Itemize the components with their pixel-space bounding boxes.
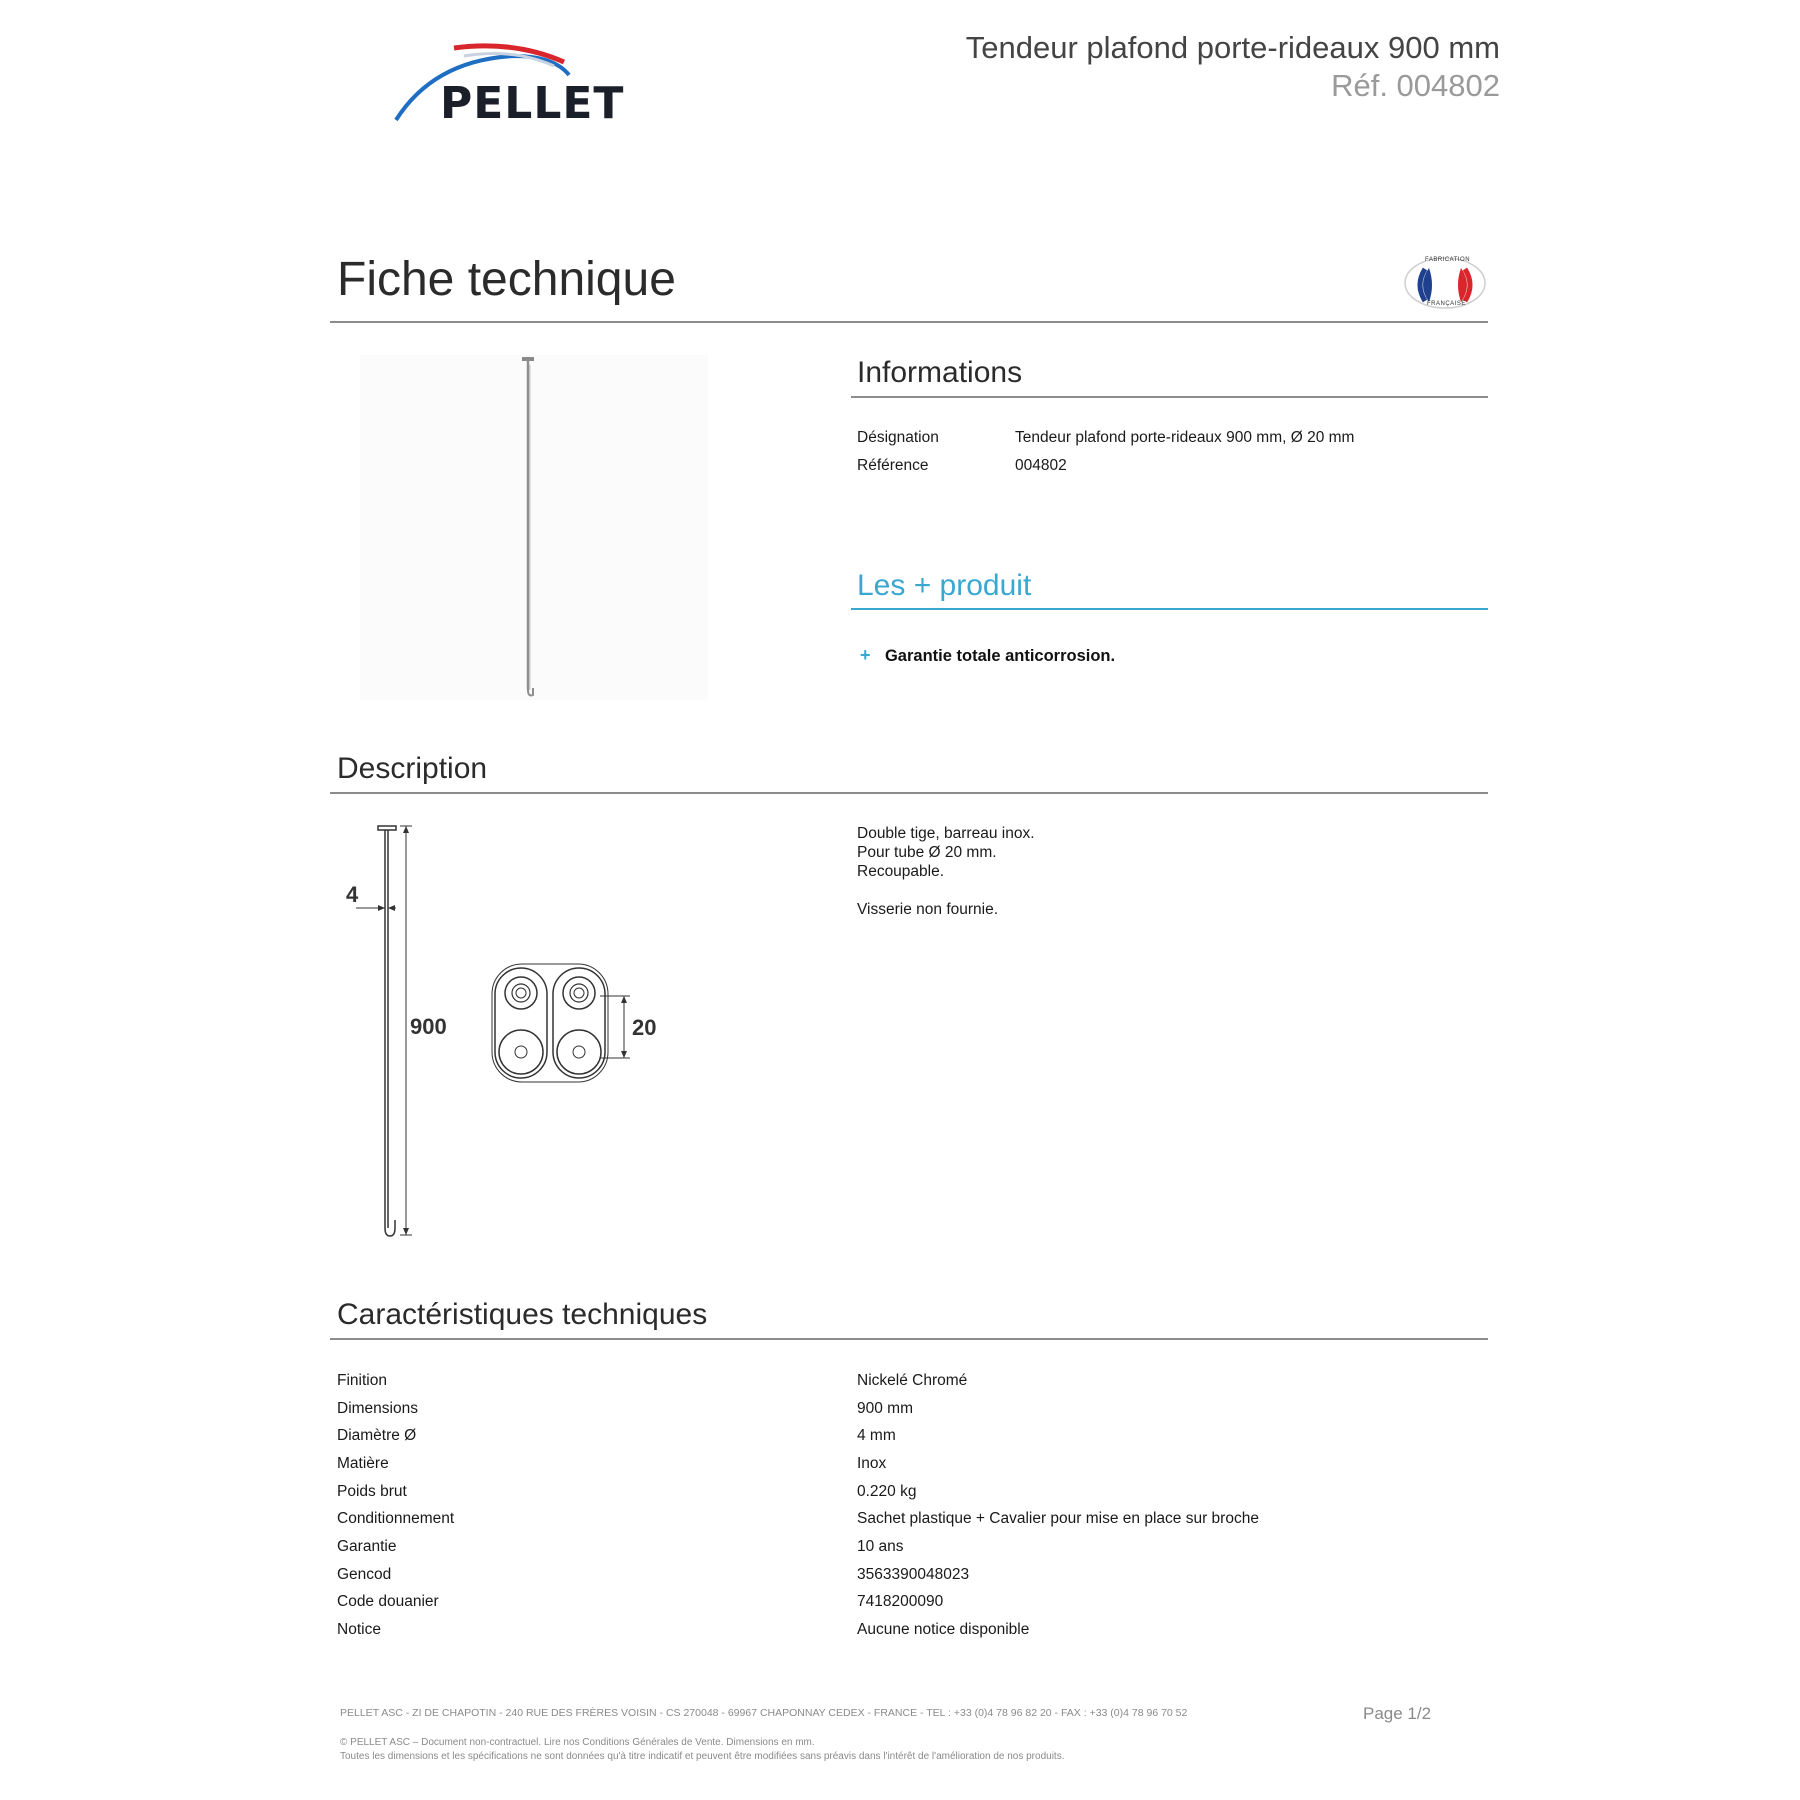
header-product-title: Tendeur plafond porte-rideaux 900 mm	[965, 30, 1500, 65]
spec-label: Gencod	[337, 1566, 392, 1583]
description-text	[857, 825, 1035, 920]
footer-legal-line: © PELLET ASC – Document non-contractuel. Lire nos Conditions Générales de Vente. Dimensions en mm.	[340, 1737, 815, 1748]
spec-label: Matière	[337, 1455, 389, 1472]
spec-value: Inox	[857, 1455, 887, 1472]
description-line: Recoupable.	[857, 863, 945, 880]
title-divider	[330, 321, 1488, 323]
diameter-label: 4	[346, 882, 359, 907]
info-value: Tendeur plafond porte-rideaux 900 mm, Ø 20 mm	[1015, 429, 1355, 446]
page-number: Page 1/2	[1363, 1704, 1432, 1723]
description-divider	[330, 792, 1488, 794]
spec-label: Conditionnement	[337, 1510, 455, 1527]
spec-value: Nickelé Chromé	[857, 1372, 968, 1389]
informations-heading: Informations	[857, 356, 1023, 389]
spec-value: 900 mm	[857, 1400, 913, 1417]
fabrication-francaise-badge	[1403, 256, 1487, 310]
info-value: 004802	[1015, 457, 1067, 474]
description-line: Visserie non fournie.	[857, 901, 999, 918]
product-photo	[360, 355, 708, 700]
length-label: 900	[410, 1014, 447, 1039]
page-title: Fiche technique	[337, 253, 676, 306]
spec-label: Finition	[337, 1372, 387, 1389]
spec-label: Notice	[337, 1621, 381, 1638]
footer-legal	[340, 1736, 1064, 1764]
curtain-rod-tensioner-image	[360, 355, 708, 700]
description-line: Pour tube Ø 20 mm.	[857, 844, 997, 861]
info-label: Désignation	[857, 429, 939, 446]
spec-value: 3563390048023	[857, 1566, 970, 1583]
informations-divider	[851, 396, 1488, 398]
brand-logo	[394, 40, 644, 130]
spec-label: Garantie	[337, 1538, 397, 1555]
badge-top-text: FABRICATION	[1425, 257, 1471, 263]
benefits-divider	[851, 608, 1488, 610]
description-line	[857, 882, 1035, 901]
footer-address: PELLET ASC - ZI DE CHAPOTIN - 240 RUE DES FRÈRES VOISIN - CS 270048 - 69967 CHAPONNAY CEDEX - FRANCE - TEL : +33 (0)4 78 96 82 20 - FAX : +33 (0)4 78 96 70 52	[340, 1707, 1188, 1719]
specs-divider	[330, 1338, 1488, 1340]
spec-label: Code douanier	[337, 1593, 439, 1610]
logo-wordmark: PELLET	[440, 78, 625, 129]
footer-legal-line: Toutes les dimensions et les spécifications ne sont données qu'à titre indicatif et peuvent être modifiées sans préavis dans l'intérêt de l'amélioration de nos produits.	[340, 1751, 1065, 1762]
description-heading: Description	[337, 752, 488, 785]
spec-value: 10 ans	[857, 1538, 904, 1555]
spec-value: Aucune notice disponible	[857, 1621, 1030, 1638]
spec-value: Sachet plastique + Cavalier pour mise en place sur broche	[857, 1510, 1259, 1527]
spec-value: 4 mm	[857, 1427, 896, 1444]
plus-bullet-icon: +	[860, 645, 871, 665]
benefits-heading: Les + produit	[857, 569, 1032, 602]
info-label: Référence	[857, 457, 929, 474]
tube-diameter-label: 20	[632, 1015, 657, 1040]
spec-value: 0.220 kg	[857, 1483, 917, 1500]
spec-label: Dimensions	[337, 1400, 418, 1417]
header-reference: Réf. 004802	[1331, 68, 1500, 103]
spec-label: Poids brut	[337, 1483, 407, 1500]
technical-drawing	[340, 818, 680, 1238]
spec-value: 7418200090	[857, 1593, 944, 1610]
badge-bottom-text: FRANÇAISE	[1427, 301, 1466, 307]
spec-label: Diamètre Ø	[337, 1427, 417, 1444]
dimension-drawing-icon	[340, 818, 680, 1238]
benefit-text: Garantie totale anticorrosion.	[884, 647, 1116, 665]
benefit-item	[860, 645, 1115, 666]
specs-heading: Caractéristiques techniques	[337, 1298, 708, 1331]
description-line: Double tige, barreau inox.	[857, 825, 1035, 842]
